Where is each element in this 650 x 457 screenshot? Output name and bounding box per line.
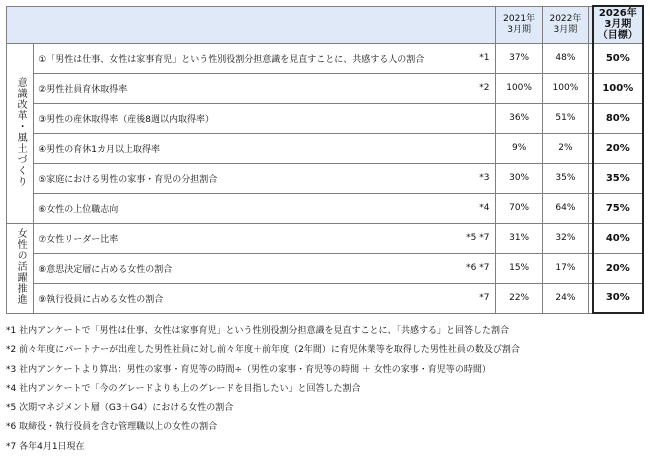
row-footnote-ref: *5 *7: [466, 233, 490, 243]
value-target-2026: 20%: [593, 253, 643, 283]
table-row: [7, 73, 644, 103]
row-label: ⑨執行役員に占める女性の割合: [38, 294, 164, 305]
row-label-cell: [34, 163, 496, 193]
value-target-2026: 40%: [593, 223, 643, 253]
row-label-cell: [34, 133, 496, 163]
row-label-cell: [34, 223, 496, 253]
footnote: *4 社内アンケートで「今のグレードよりも上のグレードを目指したい」と回答した割合: [6, 383, 361, 394]
value-v2022: 24%: [542, 283, 588, 313]
table-row: [7, 223, 644, 253]
value-v2021: 100%: [496, 73, 542, 103]
value-v2021: 30%: [496, 163, 542, 193]
header-2021-label: 2021年 3月期: [503, 13, 536, 35]
value-v2022: 2%: [542, 133, 588, 163]
header-blank: [7, 6, 496, 43]
kpi-table: [6, 5, 644, 314]
footnote: *1 社内アンケートで「男性は仕事、女性は家事育児」という性別役割分担意識を見直すことに、「共感する」と回答した割合: [6, 326, 510, 336]
row-footnote-ref: *4: [479, 203, 490, 213]
value-v2021: 70%: [496, 193, 542, 223]
value-target-2026: 50%: [593, 43, 643, 73]
value-target-2026: 35%: [593, 163, 643, 193]
row-label: ④男性の育休1カ月以上取得率: [38, 144, 160, 155]
row-label: ⑤家庭における男性の家事・育児の分担割合: [38, 174, 218, 185]
table-row: [7, 43, 644, 73]
row-label: ⑧意思決定層に占める女性の割合: [38, 264, 173, 275]
row-label-cell: [34, 283, 496, 313]
row-label: ①「男性は仕事、女性は家事育児」という性別役割分担意識を見直すことに、共感する人の割合: [38, 54, 425, 65]
row-footnote-ref: *2: [479, 83, 490, 93]
header-2026-label: 2026年 3月期 （目標）: [597, 8, 638, 42]
footnotes: [6, 322, 520, 457]
header-2022-label: 2022年 3月期: [549, 13, 582, 35]
row-label-cell: [34, 43, 496, 73]
row-label: ⑦女性リーダー比率: [38, 234, 119, 245]
footnote: *7 各年4月1日現在: [6, 441, 85, 452]
row-label: ⑥女性の上位職志向: [38, 204, 119, 215]
value-target-2026: 75%: [593, 193, 643, 223]
row-label-cell: [34, 103, 496, 133]
row-footnote-ref: *3: [479, 173, 490, 183]
footnote: *6 取締役・執行役員を含む管理職以上の女性の割合: [6, 422, 218, 433]
row-label-cell: [34, 73, 496, 103]
footnote: *3 社内アンケートより算出：男性の家事・育児等の時間÷（男性の家事・育児等の時間 ＋ 女性の家事・育児等の時間）: [6, 364, 491, 375]
value-target-2026: 30%: [593, 283, 643, 313]
category-label: 女性の活躍推進: [15, 228, 27, 305]
table-row: [7, 163, 644, 193]
value-v2021: 37%: [496, 43, 542, 73]
value-v2021: 31%: [496, 223, 542, 253]
footnote: *5 次期マネジメント層（G3＋G4）における女性の割合: [6, 403, 234, 414]
value-target-2026: 100%: [593, 73, 643, 103]
row-label-cell: [34, 253, 496, 283]
value-v2021: 22%: [496, 283, 542, 313]
value-v2022: 35%: [542, 163, 588, 193]
row-label-cell: [34, 193, 496, 223]
table-row: [7, 193, 644, 223]
category-women-advancement: [7, 223, 34, 313]
value-v2022: 51%: [542, 103, 588, 133]
value-v2022: 100%: [542, 73, 588, 103]
table-row: [7, 283, 644, 313]
row-footnote-ref: *1: [479, 53, 490, 63]
row-footnote-ref: *6 *7: [466, 263, 490, 273]
header-row: [7, 6, 644, 43]
value-v2022: 17%: [542, 253, 588, 283]
table-body: [7, 43, 644, 313]
header-2022: [542, 6, 588, 43]
category-label: 意識改革・風土づくり: [15, 76, 27, 187]
table-row: [7, 133, 644, 163]
value-v2021: 36%: [496, 103, 542, 133]
category-awareness: [7, 43, 34, 223]
table-row: [7, 253, 644, 283]
value-v2021: 9%: [496, 133, 542, 163]
value-v2022: 64%: [542, 193, 588, 223]
header-2026: [593, 6, 643, 43]
row-label: ②男性社員育休取得率: [38, 84, 128, 95]
header-2021: [496, 6, 542, 43]
row-label: ③男性の産休取得率（産後8週以内取得率）: [38, 114, 214, 125]
value-target-2026: 20%: [593, 133, 643, 163]
footnote: *2 前々年度にパートナーが出産した男性社員に対し前々年度＋前年度（2年間）に育児休業等を取得した男性社員の数及び割合: [6, 345, 520, 356]
value-v2022: 32%: [542, 223, 588, 253]
value-target-2026: 80%: [593, 103, 643, 133]
table-row: [7, 103, 644, 133]
row-footnote-ref: *7: [479, 293, 490, 303]
value-v2022: 48%: [542, 43, 588, 73]
value-v2021: 15%: [496, 253, 542, 283]
